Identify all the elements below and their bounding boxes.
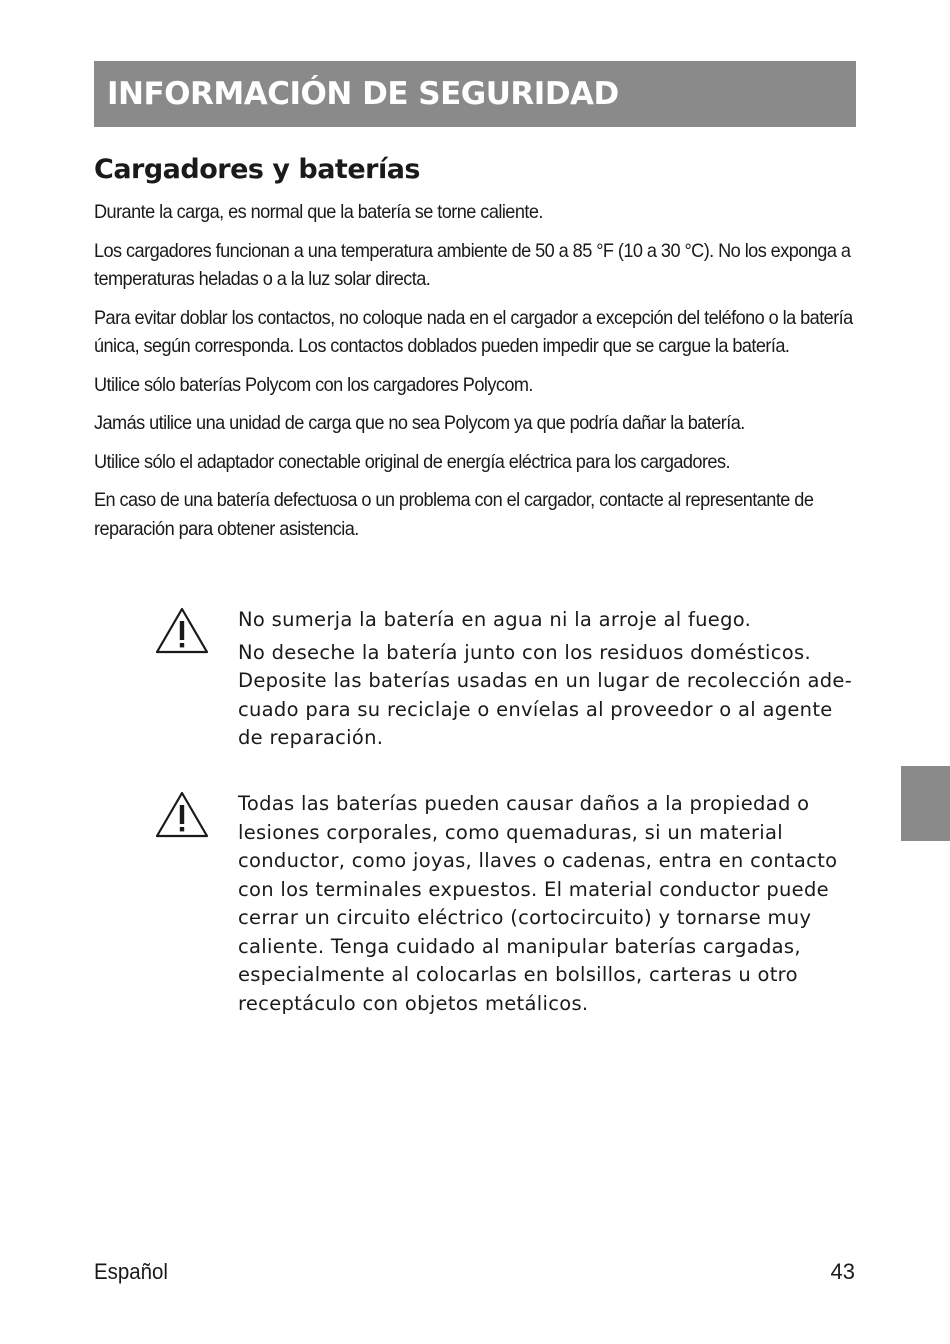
paragraph-defective-battery: En caso de una batería defectuosa o un problema con el cargador, contacte al representante de reparación para obtener asistencia. — [94, 489, 814, 540]
warning-text-short-circuit — [238, 790, 854, 1022]
warning-triangle-icon — [154, 790, 210, 838]
page-header-bar — [94, 61, 856, 127]
warning-line: No sumerja la batería en agua ni la arroje al fuego. — [238, 608, 752, 631]
paragraph-temperature: Los cargadores funcionan a una temperatura ambiente de 50 a 85 °F (10 a 30 °C). No los exponga a temperaturas heladas o a la luz solar directa. — [94, 239, 851, 290]
paragraph-charging-unit: Jamás utilice una unidad de carga que no sea Polycom ya que podría dañar la batería. — [94, 412, 745, 434]
section-title: Cargadores y baterías — [94, 154, 420, 185]
footer-language: Español — [94, 1259, 168, 1284]
warning-text-water-fire — [238, 606, 854, 757]
paragraph-polycom-batteries: Utilice sólo baterías Polycom con los cargadores Polycom. — [94, 373, 533, 396]
warning-triangle-icon — [154, 606, 210, 654]
paragraph-contacts: Para evitar doblar los contactos, no coloque nada en el cargador a excepción del teléfono o la batería única, según corresponda. Los contactos doblados pueden impedir que se cargue la batería. — [94, 306, 853, 357]
paragraph-adapter: Utilice sólo el adaptador conectable original de energía eléctrica para los cargadores. — [94, 450, 730, 473]
warning-line: No deseche la batería junto con los residuos domésticos. Deposite las baterías usadas en un lugar de recolección ade-cuado para su reciclaje o envíelas al proveedor o al agente de reparación. — [238, 640, 853, 749]
section-body — [94, 198, 864, 553]
warning-line: Todas las baterías pueden causar daños a la propiedad o lesiones corporales, como quemaduras, si un material conductor, como joyas, llaves o cadenas, entra en contacto con los terminales expuestos. El material conductor puede cerrar un circuito eléctrico (cortocircuito) y tornarse muy caliente. Tenga cuidado al manipular baterías cargadas, especialmente al colocarlas en bolsillos, carteras u otro receptáculo con objetos metálicos. — [238, 792, 838, 1015]
paragraph-charging-heat: Durante la carga, es normal que la batería se torne caliente. — [94, 201, 543, 223]
page-header-title: INFORMACIÓN DE SEGURIDAD — [107, 76, 619, 112]
side-thumb-tab — [901, 766, 950, 841]
footer-page-number: 43 — [830, 1259, 855, 1284]
